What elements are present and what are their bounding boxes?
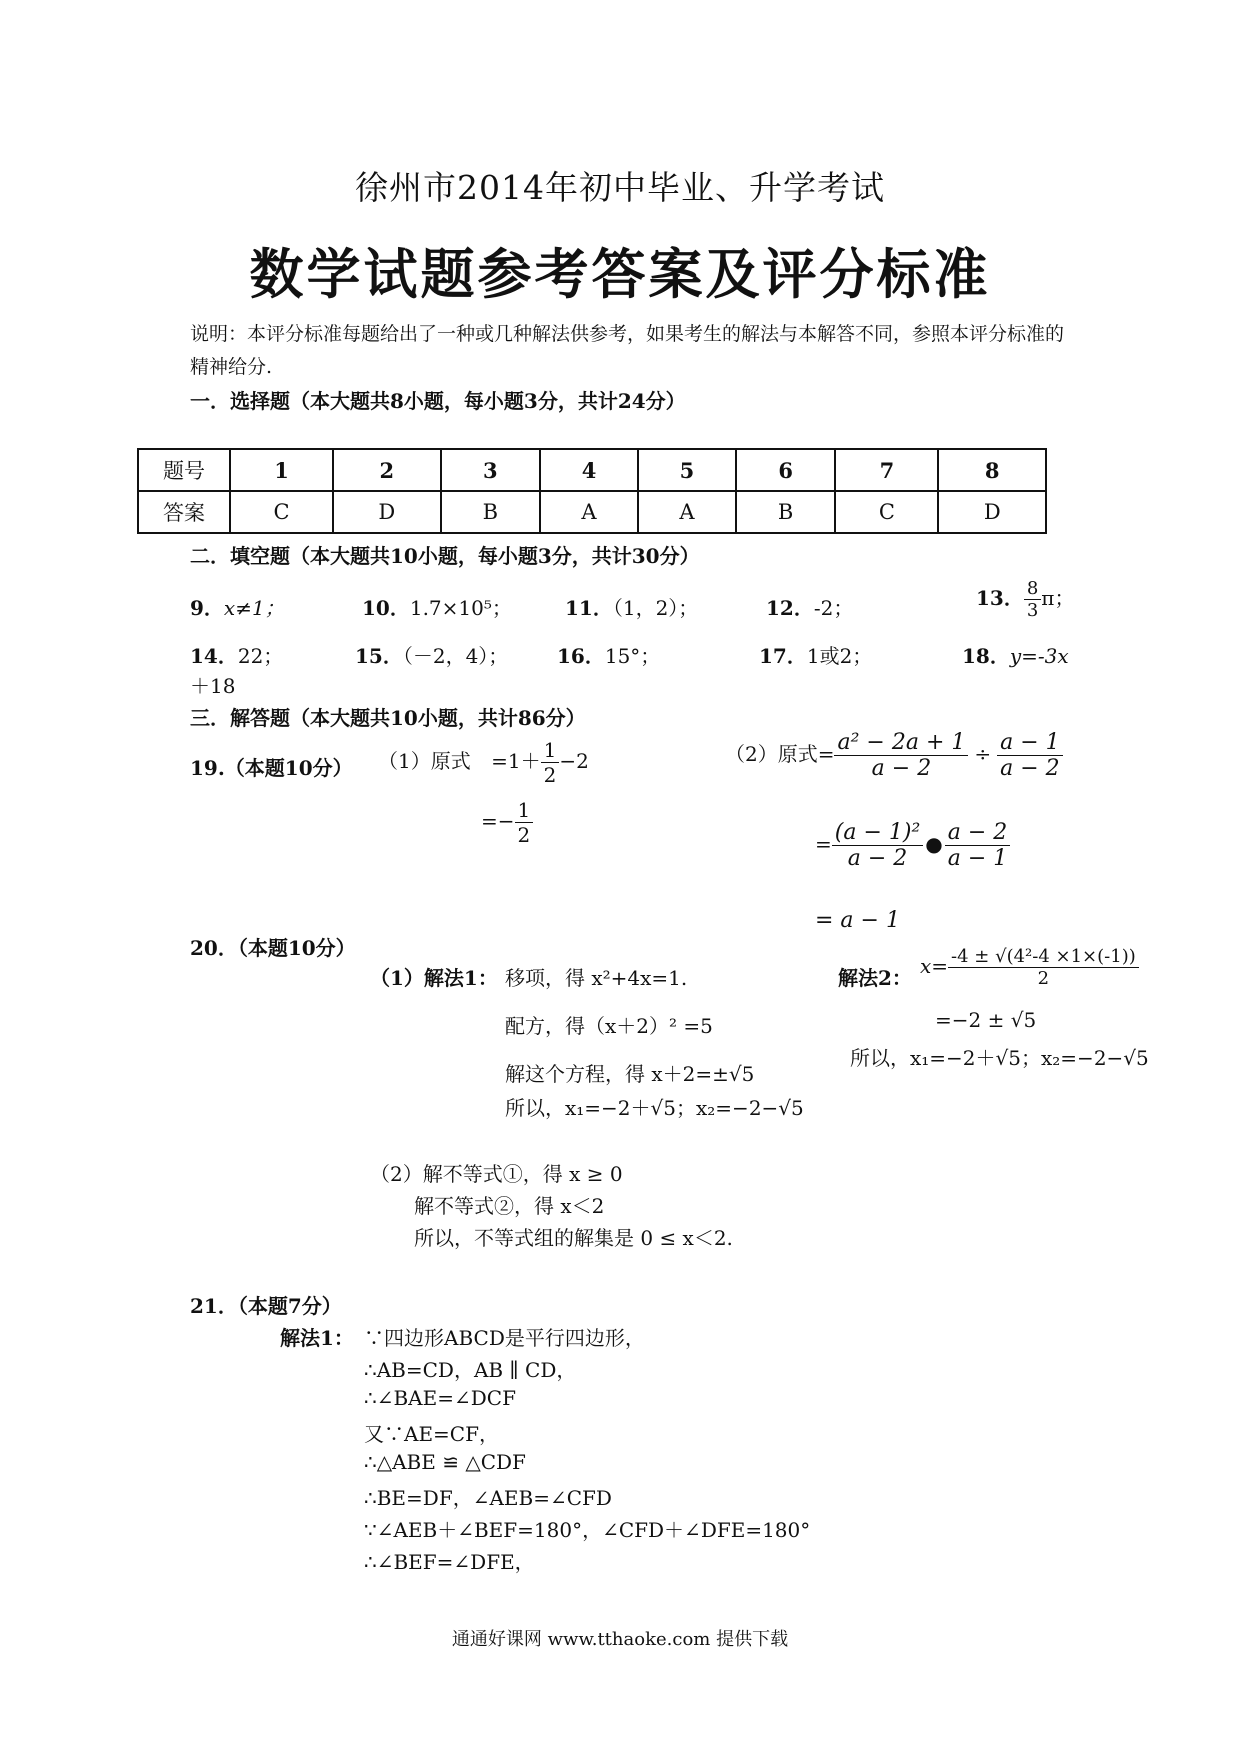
page-footer: 通通好课网 www.tthaoke.com 提供下载 bbox=[451, 1629, 789, 1650]
fill-answer-17 bbox=[759, 640, 872, 669]
math-text: = bbox=[815, 832, 832, 856]
answer-text: 22； bbox=[237, 644, 284, 668]
fraction: $\frac{1}{2}$ bbox=[515, 798, 534, 847]
part-label: （1）原式 bbox=[378, 749, 471, 773]
table-cell: 6 bbox=[736, 449, 835, 491]
proof-line: ∵四边形ABCD是平行四边形， bbox=[364, 1326, 645, 1350]
math-text: =− bbox=[481, 809, 515, 833]
table-row bbox=[138, 491, 1046, 533]
document-title: 徐州市2014年初中毕业、升学考试 bbox=[355, 168, 885, 207]
section-solution-heading: 三．解答题（本大题共10小题，共计86分） bbox=[190, 706, 586, 730]
question-number: 13． bbox=[976, 586, 1024, 610]
section-choice-heading: 一．选择题（本大题共8小题，每小题3分，共计24分） bbox=[190, 389, 686, 413]
question-number: 16． bbox=[557, 644, 605, 668]
q19-part2-result: = a − 1 bbox=[815, 908, 900, 933]
table-cell: 8 bbox=[938, 449, 1046, 491]
proof-line: ∴∠BEF=∠DFE， bbox=[364, 1550, 535, 1574]
q20-method1-line3: 解这个方程，得 x＋2=±√5 bbox=[505, 1062, 755, 1086]
table-cell: A bbox=[540, 491, 638, 533]
fraction: $\frac{\text{(a − 1)²}}{a - 2}$ bbox=[832, 820, 924, 871]
question-number: 17． bbox=[759, 644, 807, 668]
proof-line: ∴△ABE ≌ △CDF bbox=[364, 1450, 526, 1474]
fill-answer-14 bbox=[190, 640, 283, 669]
proof-line: ∴∠BAE=∠DCF bbox=[364, 1386, 516, 1410]
fill-answer-11 bbox=[565, 592, 698, 621]
table-cell: C bbox=[230, 491, 333, 533]
answer-text: （1，2）； bbox=[612, 596, 699, 620]
answer-text: y=-3x bbox=[1009, 644, 1069, 668]
answer-text: 1.7×10⁵； bbox=[409, 596, 512, 620]
table-cell: B bbox=[736, 491, 835, 533]
answer-text: 15°； bbox=[604, 644, 661, 668]
q20-method2-line1 bbox=[920, 946, 1139, 989]
answer-text: x≠1； bbox=[223, 596, 285, 620]
table-cell: D bbox=[333, 491, 440, 533]
table-cell: 1 bbox=[230, 449, 333, 491]
table-row bbox=[138, 449, 1046, 491]
table-cell: 7 bbox=[835, 449, 938, 491]
table-cell: 2 bbox=[333, 449, 440, 491]
fill-answer-10 bbox=[362, 592, 512, 621]
table-cell: C bbox=[835, 491, 938, 533]
fill-answer-15 bbox=[355, 640, 508, 669]
q20-method1-line4: 所以，x₁=−2＋√5；x₂=−2−√5 bbox=[505, 1096, 804, 1120]
question-number: 11． bbox=[565, 596, 613, 620]
question-number: 15． bbox=[355, 644, 403, 668]
question-number: 12． bbox=[766, 596, 814, 620]
q20-part2-line2: 解不等式②，得 x＜2 bbox=[414, 1194, 605, 1218]
fill-answer-16 bbox=[557, 640, 660, 669]
q20-part2-line3: 所以，不等式组的解集是 0 ≤ x＜2. bbox=[414, 1226, 733, 1250]
instructions-note: 说明：本评分标准每题给出了一种或几种解法供参考，如果考生的解法与本解答不同，参照本评分标准的精神给分. bbox=[190, 323, 1065, 378]
fill-answer-13 bbox=[976, 578, 1074, 621]
table-cell: 5 bbox=[638, 449, 736, 491]
q19-part1-line2 bbox=[481, 798, 533, 847]
question-number: 9． bbox=[190, 596, 224, 620]
math-text: x= bbox=[920, 954, 949, 978]
question-20-label: 20．（本题10分） bbox=[190, 936, 356, 960]
table-answer-label: 答案 bbox=[138, 491, 230, 533]
answer-text: 1或2； bbox=[806, 644, 873, 668]
fraction: $\frac{8}{3}$ bbox=[1024, 578, 1041, 621]
answer-table bbox=[137, 448, 1047, 534]
question-number: 10． bbox=[362, 596, 410, 620]
q19-part2-line2 bbox=[815, 820, 1010, 871]
table-cell: A bbox=[638, 491, 736, 533]
proof-line: ∴BE=DF，∠AEB=∠CFD bbox=[364, 1486, 612, 1510]
proof-line: ∵∠AEB＋∠BEF=180°，∠CFD＋∠DFE=180° bbox=[364, 1518, 811, 1542]
fraction: $\frac{a - 1}{a - 2}$ bbox=[997, 730, 1063, 781]
proof-line: ∴AB=CD，AB ∥ CD， bbox=[364, 1358, 577, 1382]
table-cell: B bbox=[441, 491, 540, 533]
math-text: −2 bbox=[559, 749, 589, 773]
question-number: 18． bbox=[962, 644, 1010, 668]
part-label: （2）原式= bbox=[725, 742, 835, 766]
q21-method1-label: 解法1： bbox=[280, 1326, 354, 1350]
proof-line: 又∵AE=CF， bbox=[364, 1422, 499, 1446]
q20-method2-line2: =−2 ± √5 bbox=[935, 1008, 1037, 1032]
q20-method1-line1: 移项，得 x²+4x=1. bbox=[505, 966, 688, 990]
q19-part1-line1 bbox=[378, 738, 589, 787]
fraction: $\frac{\text{a² − 2a + 1}}{a - 2}$ bbox=[834, 730, 968, 781]
table-cell: 3 bbox=[441, 449, 540, 491]
math-text: =1＋ bbox=[491, 749, 541, 773]
question-number: 14． bbox=[190, 644, 238, 668]
q20-method2-label: 解法2： bbox=[838, 966, 912, 990]
document-subtitle: 数学试题参考答案及评分标准 bbox=[249, 242, 991, 306]
section-fill-heading: 二．填空题（本大题共10小题，每小题3分，共计30分） bbox=[190, 544, 700, 568]
table-header-label: 题号 bbox=[138, 449, 230, 491]
table-cell: 4 bbox=[540, 449, 638, 491]
answer-text: π； bbox=[1041, 586, 1075, 610]
q19-part2-line1 bbox=[725, 730, 1063, 781]
fill-answer-9 bbox=[190, 592, 285, 621]
question-21-label: 21．（本题7分） bbox=[190, 1294, 342, 1318]
fraction: $\frac{1}{2}$ bbox=[541, 738, 560, 787]
fraction: $\frac{a - 2}{a - 1}$ bbox=[945, 820, 1011, 871]
answer-text: -2； bbox=[813, 596, 854, 620]
answer-text: （－2，4）； bbox=[402, 644, 509, 668]
q20-part2-line1: （2）解不等式①，得 x ≥ 0 bbox=[370, 1162, 623, 1186]
fill-answer-18 bbox=[962, 640, 1069, 669]
question-19-label: 19.（本题10分） bbox=[190, 756, 353, 780]
operator: ÷ bbox=[974, 742, 992, 766]
q20-method1-label: （1）解法1： bbox=[370, 966, 498, 990]
q20-method1-line2: 配方，得（x＋2）² =5 bbox=[505, 1014, 713, 1038]
fill-answer-18-continued: ＋18 bbox=[190, 674, 236, 698]
q20-method2-line3: 所以，x₁=−2＋√5；x₂=−2−√5 bbox=[850, 1046, 1149, 1070]
fraction: $\frac{\text{-4 ± √(4²-4 ×1×(-1))}}{2}$ bbox=[948, 946, 1139, 989]
operator: ● bbox=[925, 832, 943, 856]
table-cell: D bbox=[938, 491, 1046, 533]
fill-answer-12 bbox=[766, 592, 853, 621]
